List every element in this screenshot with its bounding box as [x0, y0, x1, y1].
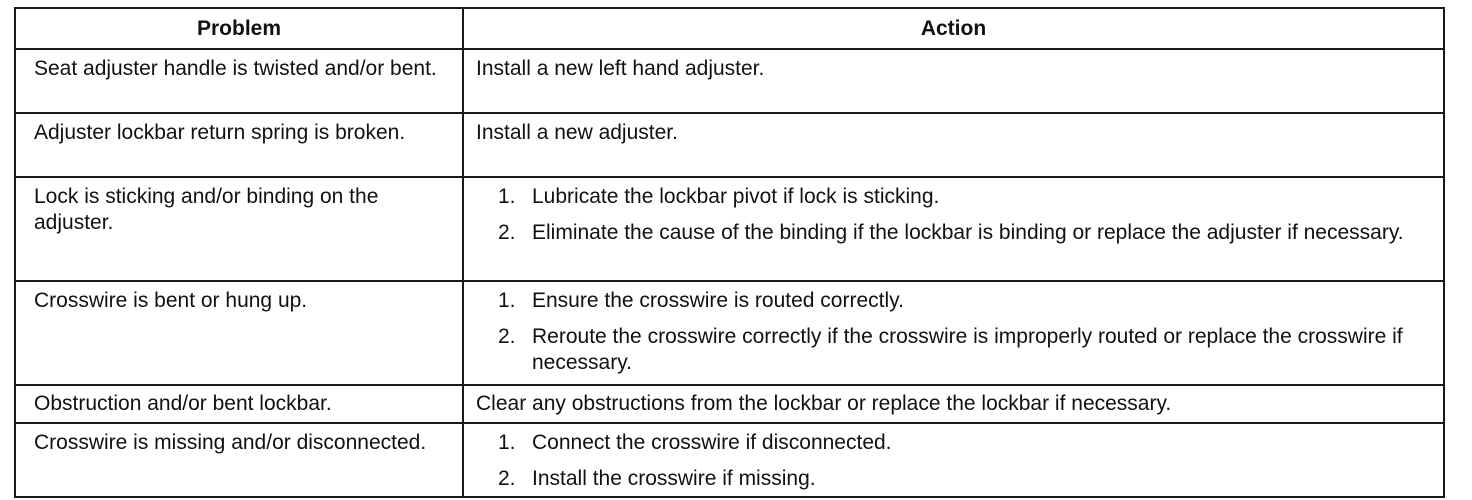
problem-cell: Obstruction and/or bent lockbar.	[15, 385, 463, 423]
action-step	[498, 184, 1433, 210]
problem-cell: Seat adjuster handle is twisted and/or bent.	[15, 49, 463, 113]
action-cell: Clear any obstructions from the lockbar or replace the lockbar if necessary.	[463, 385, 1444, 423]
action-step	[498, 430, 1433, 456]
action-cell	[463, 177, 1444, 281]
action-cell	[463, 423, 1444, 497]
table-row	[15, 113, 1444, 177]
problem-cell: Crosswire is bent or hung up.	[15, 281, 463, 385]
step-text: Eliminate the cause of the binding if the lockbar is binding or replace the adjuster if necessary.	[532, 221, 1404, 244]
action-cell: Install a new left hand adjuster.	[463, 49, 1444, 113]
action-cell: Install a new adjuster.	[463, 113, 1444, 177]
table-row	[15, 49, 1444, 113]
action-column-header: Action	[463, 8, 1444, 49]
problem-cell: Lock is sticking and/or binding on the adjuster.	[15, 177, 463, 281]
table-row	[15, 177, 1444, 281]
problem-column-header: Problem	[15, 8, 463, 49]
diagnosis-table-container	[14, 7, 1443, 498]
problem-cell: Crosswire is missing and/or disconnected.	[15, 423, 463, 497]
step-number: 2.	[498, 325, 516, 348]
action-step	[498, 220, 1433, 246]
step-text: Install the crosswire if missing.	[532, 467, 816, 490]
step-number: 2.	[498, 467, 516, 490]
step-number: 1.	[498, 431, 516, 454]
step-number: 2.	[498, 221, 516, 244]
table-header-row	[15, 8, 1444, 49]
action-steps-list	[476, 184, 1433, 246]
problem-cell: Adjuster lockbar return spring is broken.	[15, 113, 463, 177]
action-cell	[463, 281, 1444, 385]
step-number: 1.	[498, 185, 516, 208]
table-row	[15, 423, 1444, 497]
step-text: Connect the crosswire if disconnected.	[532, 431, 892, 454]
step-text: Lubricate the lockbar pivot if lock is sticking.	[532, 185, 940, 208]
table-row	[15, 281, 1444, 385]
action-steps-list	[476, 288, 1433, 376]
action-step	[498, 324, 1433, 376]
action-step	[498, 466, 1433, 492]
step-text: Reroute the crosswire correctly if the crosswire is improperly routed or replace the crosswire if necessary.	[532, 325, 1403, 374]
action-step	[498, 288, 1433, 314]
table-row	[15, 385, 1444, 423]
step-text: Ensure the crosswire is routed correctly.	[532, 289, 904, 312]
step-number: 1.	[498, 289, 516, 312]
action-steps-list	[476, 430, 1433, 492]
diagnosis-table	[14, 7, 1445, 498]
